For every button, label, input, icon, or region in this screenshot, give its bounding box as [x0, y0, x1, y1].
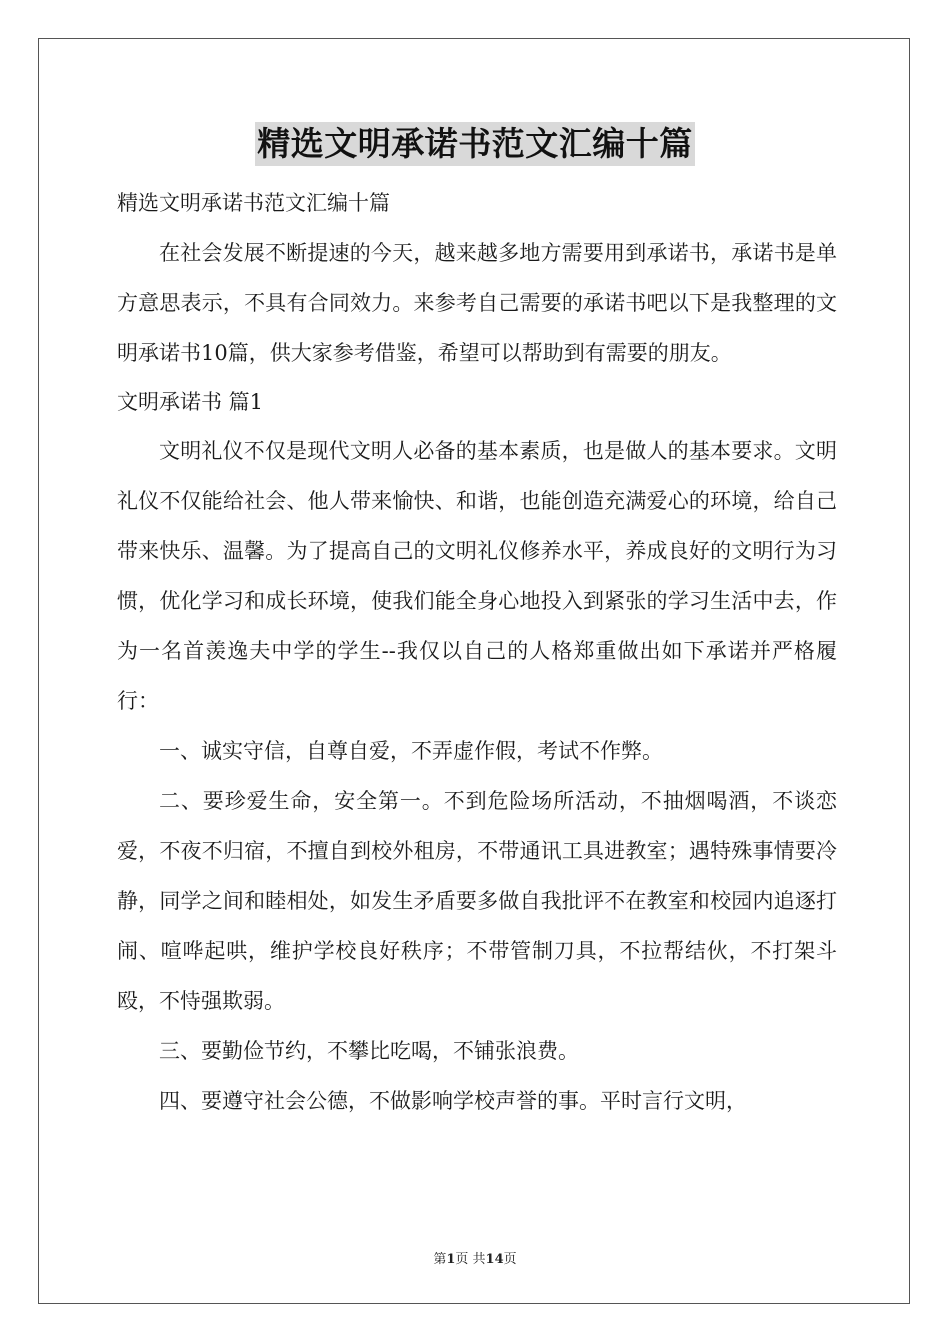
footer-page-current: 1 — [446, 1252, 456, 1267]
page-footer — [0, 1248, 950, 1267]
pledge-item-3: 三、要勤俭节约，不攀比吃喝，不铺张浪费。 — [159, 1039, 579, 1063]
body-paragraph: 文明礼仪不仅是现代文明人必备的基本素质，也是做人的基本要求。文明礼仪不仅能给社会、他人带来愉快、和谐，也能创造充满爱心的环境，给自己带来快乐、温馨。为了提高自己的文明礼仪修养水平，养成良好的文明行为习惯，优化学习和成长环境，使我们能全身心地投入到紧张的学习生活中去，作为一名首羡逸夫中学的学生--我仅以自己的人格郑重做出如下承诺并严格履行： — [117, 439, 837, 713]
document-body — [117, 178, 837, 1126]
footer-prefix: 第 — [433, 1252, 447, 1267]
footer-mid: 页 共 — [455, 1252, 486, 1267]
document-title: 精选文明承诺书范文汇编十篇 — [255, 122, 695, 166]
pledge-item-2: 二、要珍爱生命，安全第一。不到危险场所活动，不抽烟喝酒，不谈恋爱，不夜不归宿，不擅自到校外租房，不带通讯工具进教室；遇特殊事情要冷静，同学之间和睦相处，如发生矛盾要多做自我批评不在教室和校园内追逐打闹、喧哗起哄，维护学校良好秩序；不带管制刀具，不拉帮结伙，不打架斗殴，不恃强欺弱。 — [117, 789, 837, 1013]
intro-paragraph: 在社会发展不断提速的今天，越来越多地方需要用到承诺书，承诺书是单方意思表示，不具有合同效力。来参考自己需要的承诺书吧以下是我整理的文明承诺书10篇，供大家参考借鉴，希望可以帮助到有需要的朋友。 — [117, 241, 837, 365]
pledge-item-1: 一、诚实守信，自尊自爱，不弄虚作假，考试不作弊。 — [159, 739, 663, 763]
footer-suffix: 页 — [503, 1252, 517, 1267]
document-title-wrap — [0, 122, 950, 166]
pledge-item-4: 四、要遵守社会公德，不做影响学校声誉的事。平时言行文明， — [159, 1089, 747, 1113]
footer-page-total: 14 — [485, 1252, 504, 1267]
section-label: 文明承诺书 篇1 — [117, 390, 264, 414]
document-subtitle: 精选文明承诺书范文汇编十篇 — [117, 191, 390, 215]
